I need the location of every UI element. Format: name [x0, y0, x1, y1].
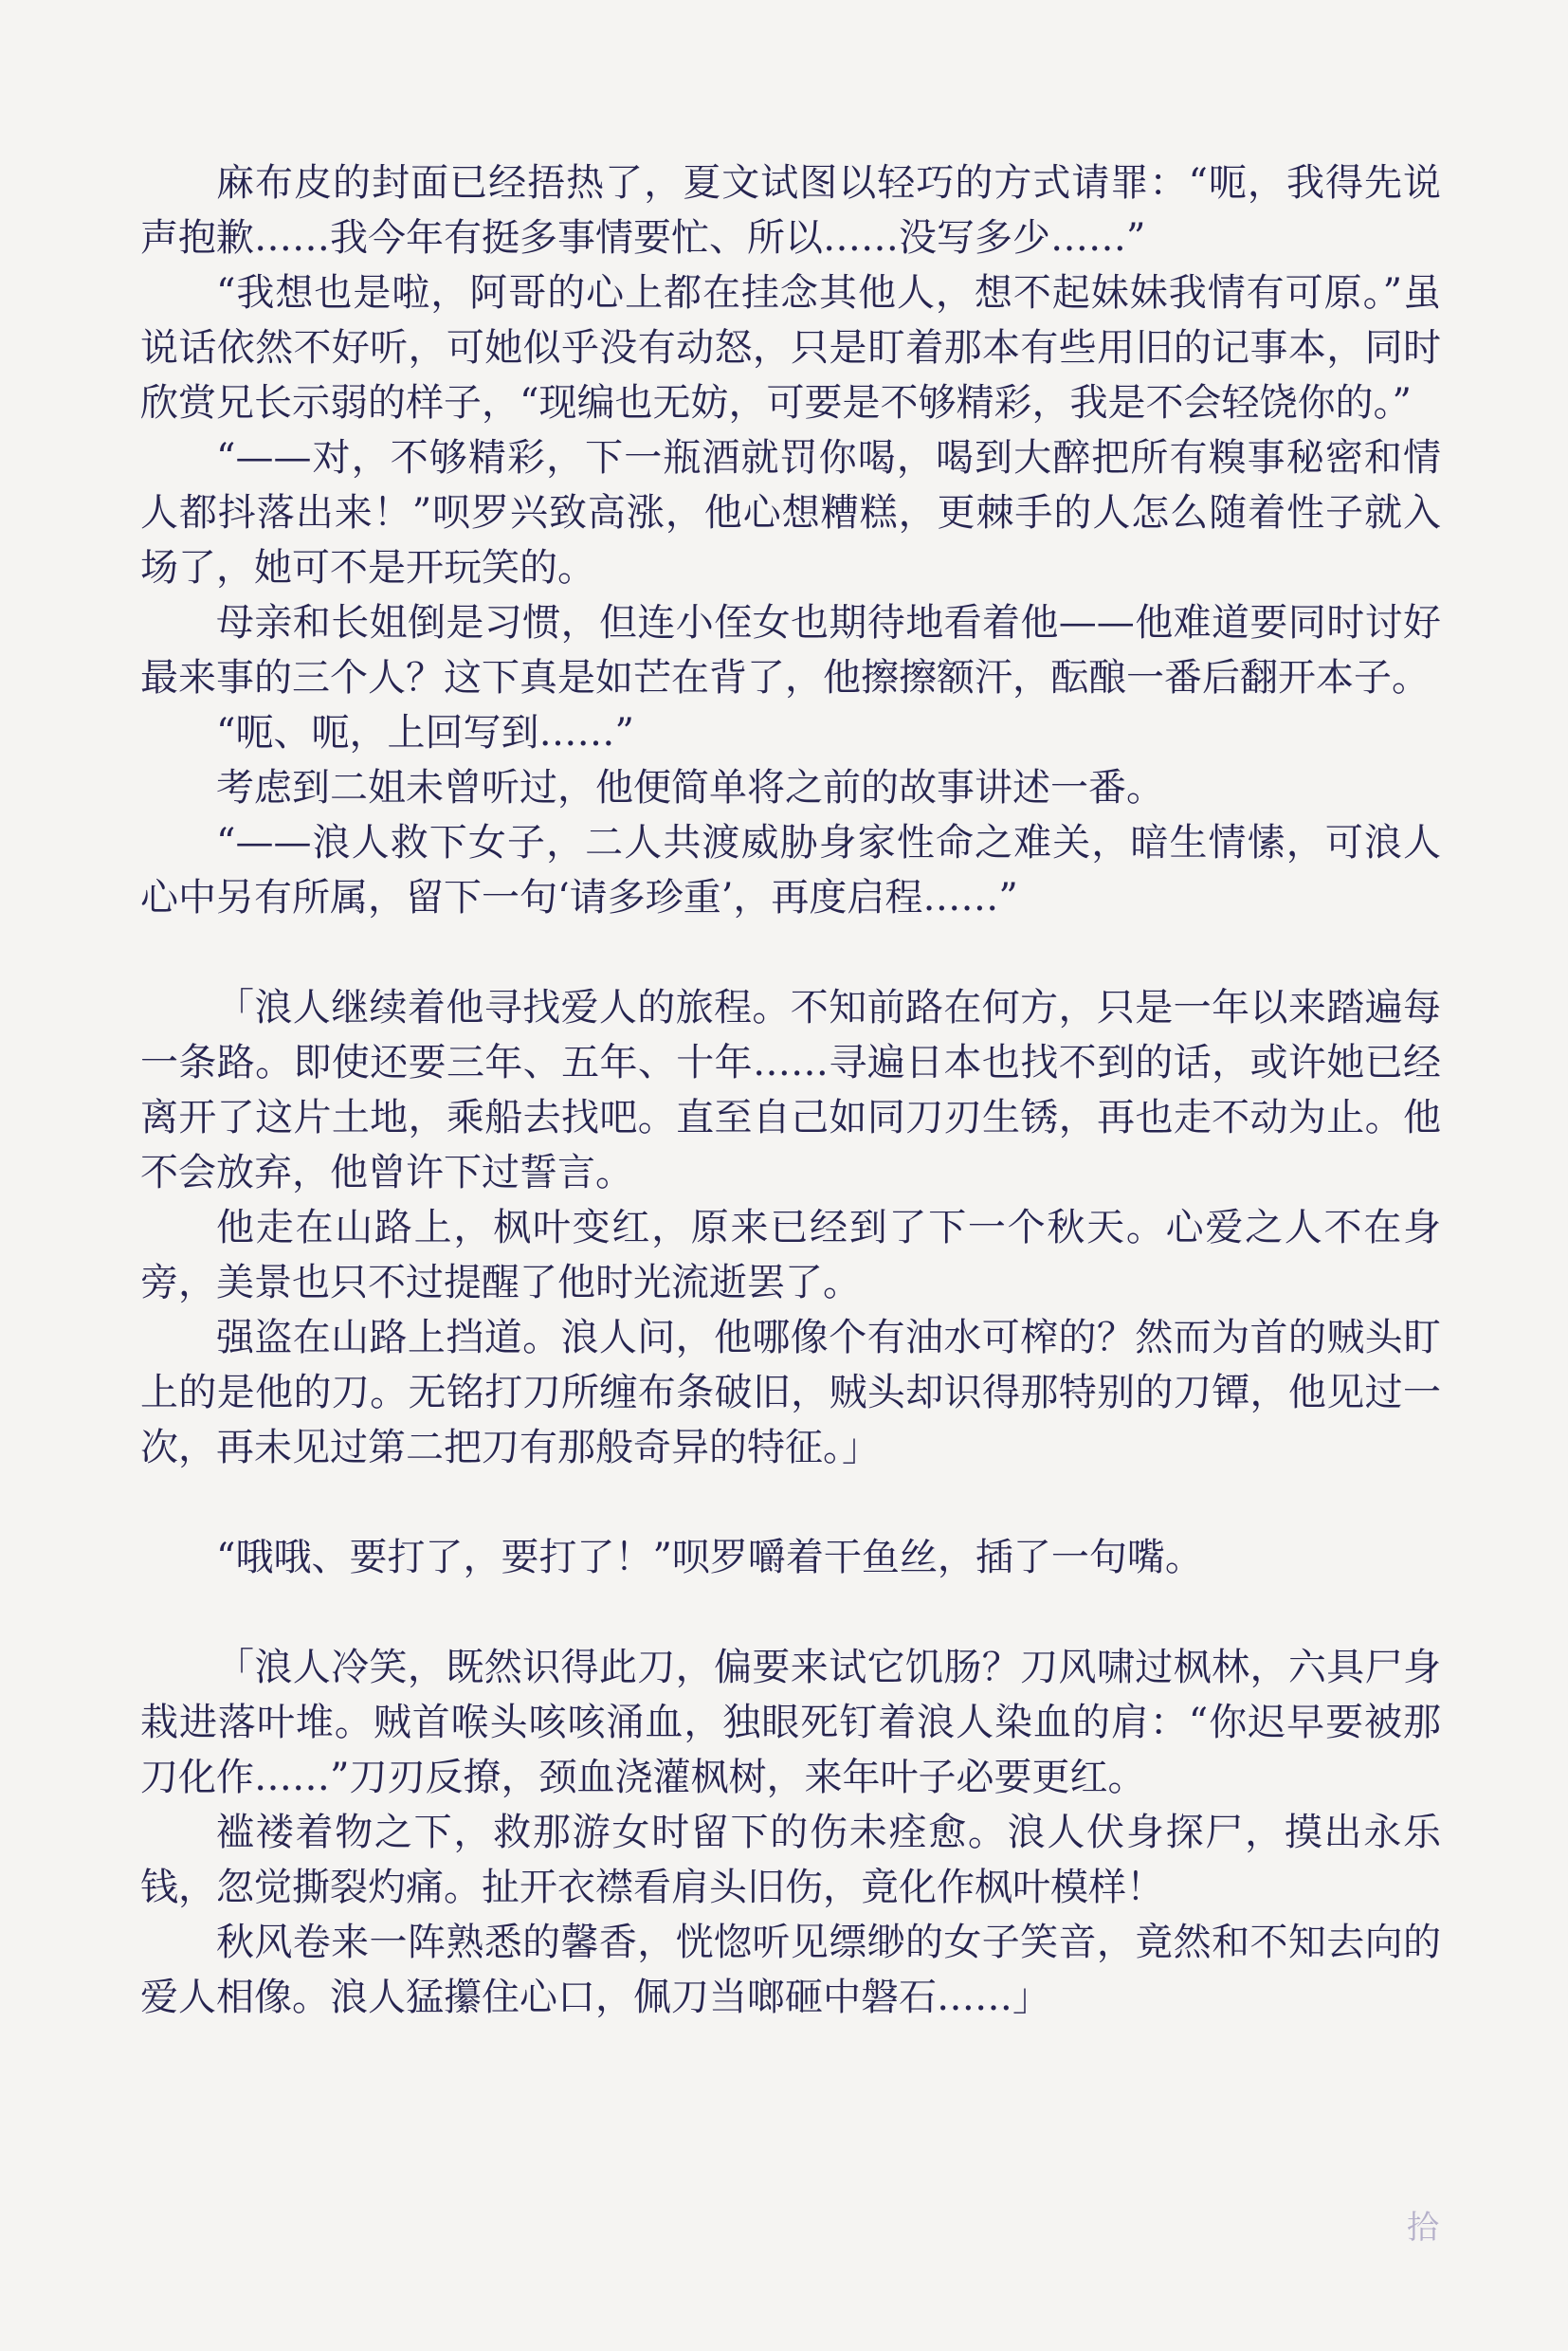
- story-paragraph: 他走在山路上，枫叶变红，原来已经到了下一个秋天。心爱之人不在身旁，美景也只不过提醒了他时光流逝罢了。: [140, 1206, 1441, 1304]
- paragraph: “哦哦、要打了，要打了！”呗罗嚼着干鱼丝，插了一句嘴。: [216, 1536, 1203, 1579]
- paragraph: 母亲和长姐倒是习惯，但连小侄女也期待地看着他——他难道要同时讨好最来事的三个人？这下真是如芒在背了，他擦擦额汗，酝酿一番后翻开本子。: [140, 601, 1441, 700]
- page-body: [140, 155, 1441, 2025]
- paragraph: 考虑到二姐未曾听过，他便简单将之前的故事讲述一番。: [216, 766, 1164, 810]
- story-paragraph: 「浪人冷笑，既然识得此刀，偏要来试它饥肠？刀风啸过枫林，六具尸身栽进落叶堆。贼首喉头咳咳涌血，独眼死钉着浪人染血的肩：“你迟早要被那刀化作……”刀刃反撩，颈血浇灌枫树，来年叶子必要更红。: [140, 1646, 1441, 1799]
- story-paragraph: 「浪人继续着他寻找爱人的旅程。不知前路在何方，只是一年以来踏遍每一条路。即使还要三年、五年、十年……寻遍日本也找不到的话，或许她已经离开了这片土地，乘船去找吧。直至自己如同刀刃生锈，再也走不动为止。他不会放弃，他曾许下过誓言。: [140, 986, 1441, 1194]
- section-spacer: [140, 1585, 1441, 1640]
- paragraph: “呃、呃，上回写到……”: [216, 711, 634, 755]
- section-spacer: [140, 925, 1441, 980]
- paragraph: “——对，不够精彩，下一瓶酒就罚你喝，喝到大醉把所有糗事秘密和情人都抖落出来！”呗罗兴致高涨，他心想糟糕，更棘手的人怎么随着性子就入场了，她可不是开玩笑的。: [140, 436, 1441, 590]
- section-spacer: [140, 1475, 1441, 1530]
- story-paragraph: 强盗在山路上挡道。浪人问，他哪像个有油水可榨的？然而为首的贼头盯上的是他的刀。无铭打刀所缠布条破旧，贼头却识得那特别的刀镡，他见过一次，再未见过第二把刀有那般奇异的特征。」: [140, 1316, 1441, 1469]
- story-paragraph: 褴褛着物之下，救那游女时留下的伤未痊愈。浪人伏身探尸，摸出永乐钱，忽觉撕裂灼痛。扯开衣襟看肩头旧伤，竟化作枫叶模样！: [140, 1811, 1441, 1909]
- story-paragraph: 秋风卷来一阵熟悉的馨香，恍惚听见缥缈的女子笑音，竟然和不知去向的爱人相像。浪人猛攥住心口，佩刀当啷砸中磐石……」: [140, 1921, 1441, 2019]
- page-number: 拾: [1407, 2209, 1439, 2247]
- paragraph: “——浪人救下女子，二人共渡威胁身家性命之难关，暗生情愫，可浪人心中另有所属，留下一句‘请多珍重’，再度启程……”: [140, 821, 1441, 920]
- paragraph: “我想也是啦，阿哥的心上都在挂念其他人，想不起妹妹我情有可原。”虽说话依然不好听，可她似乎没有动怒，只是盯着那本有些用旧的记事本，同时欣赏兄长示弱的样子，“现编也无妨，可要是不够精彩，我是不会轻饶你的。”: [140, 271, 1441, 425]
- paragraph: 麻布皮的封面已经捂热了，夏文试图以轻巧的方式请罪：“呃，我得先说声抱歉……我今年有挺多事情要忙、所以……没写多少……”: [140, 161, 1441, 260]
